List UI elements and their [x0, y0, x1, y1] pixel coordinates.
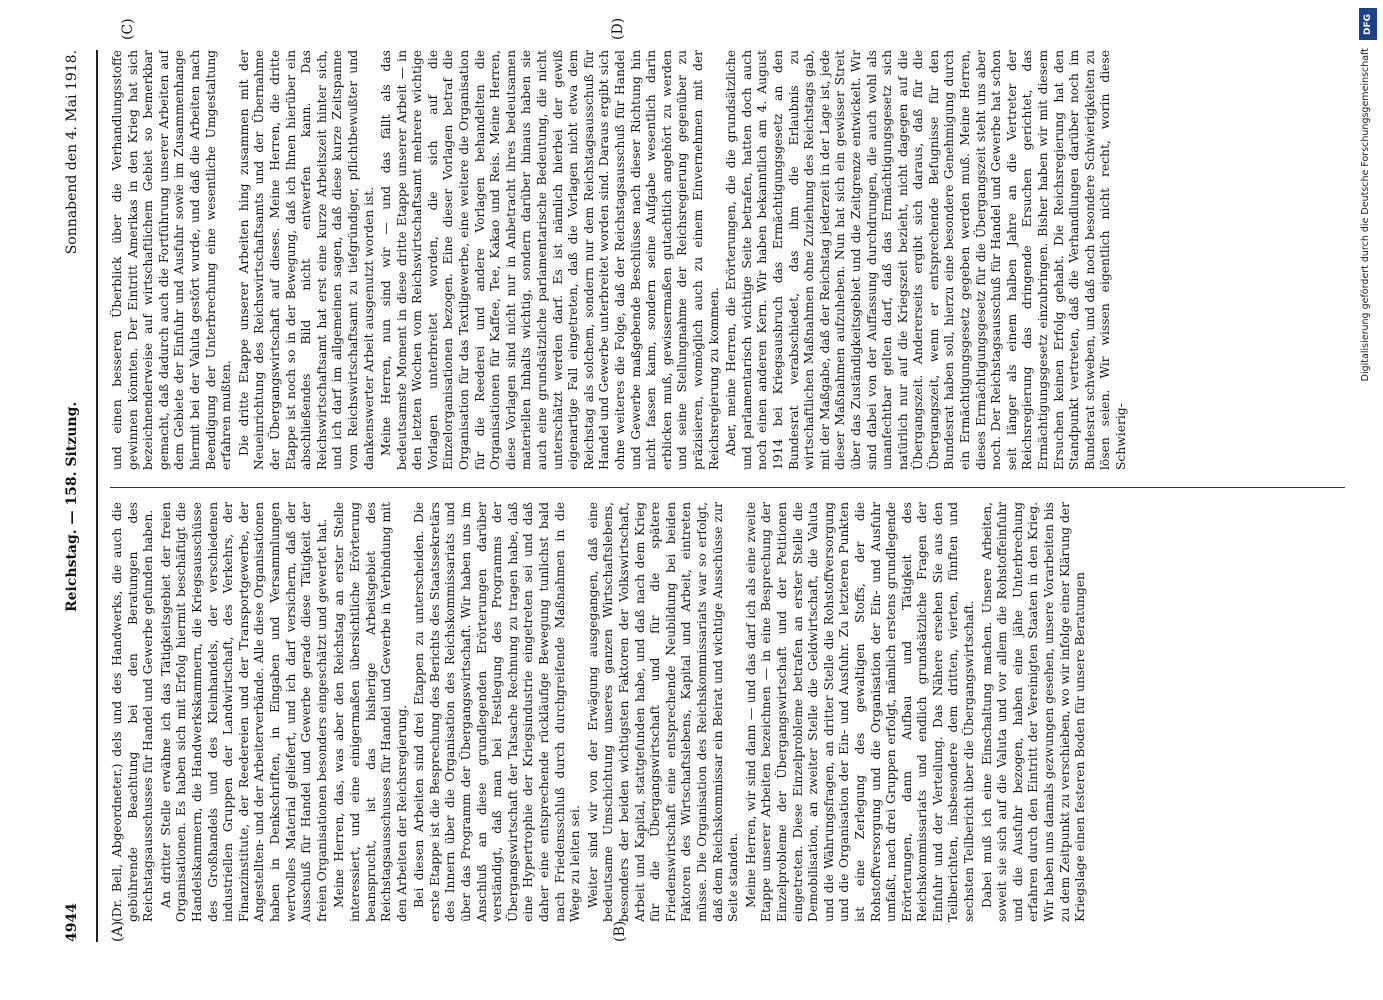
paragraph: Die dritte Etappe unserer Arbeiten hing zusammen mit der Neueinrichtung des Reichswirtschaftsamts und der Übernahme der Übergangswirtschaft auf dieses. Meine Herren, die dritte Etappe ist noch so in der Bewegung, daß ich Ihnen hierüber ein abschließendes Bild nicht entwerfen kann. Das Reichswirtschaftsamt hat erst eine kurze Arbeitszeit hinter sich, und ich darf im allgemeinen sagen, daß diese kurze Zeitspanne vom Reichswirtschaftsamt zu tiefgründiger, pflichtbewußter und dankenswerter Arbeit ausgenutzt worden ist.: [236, 50, 376, 470]
page-number: 4944: [64, 903, 80, 942]
right-text-column: [110, 50, 1350, 470]
paragraph: Weiter sind wir von der Erwägung ausgegangen, daß eine bedeutsame Umschichtung unseres ganzen Wirtschaftslebens, besonders der beiden wichtigsten Faktoren der Volkswirtschaft, Arbeit und Kapital, stattgefunden habe, und daß nach dem Krieg für die Übergangswirtschaft und für die spätere Friedenswirtschaft eine entsprechende Neubildung bei beiden Faktoren des Wirtschaftslebens, Kapital und Arbeit, eintreten müsse. Die Organisation des Reichskommissariats war so erfolgt, daß dem Reichskommissar ein Beirat und wichtige Ausschüsse zur Seite standen.: [585, 502, 741, 922]
header-rule: [96, 50, 98, 942]
digitization-caption: Digitalisierung gefördert durch die Deutsche Forschungsgemeinschaft: [1360, 48, 1371, 382]
dfg-logo: DFG: [1359, 8, 1377, 40]
paragraph: (Dr. Bell, Abgeordneter.) dels und des Handwerks, die auch die gebührende Beachtung bei den Beratungen des Reichstagsausschusses für Handel und Gewerbe gefunden haben.: [110, 502, 156, 922]
paragraph: Bei diesen Arbeiten sind drei Etappen zu unterscheiden. Die erste Etappe ist die Besprechung des Berichts des Staatssekretärs des Innern über die Organisation des Reichskommissariats und über das Programm der Übergangswirtschaft. Wir haben uns im Anschluß an diese grundlegenden Erörterungen darüber verständigt, daß man bei Festlegung des Programms der Übergangswirtschaft der Tatsache Rechnung zu tragen habe, daß eine Hypertrophie der Kriegsindustrie eingetreten sei und daß daher eine entsprechende rückläufige Bewegung tunlichst bald nach Friedensschluß durch durchgreifende Maßnahmen in die Wege zu leiten sei.: [412, 502, 583, 922]
paragraph: Meine Herren, wir sind dann — und das darf ich als eine zweite Etappe unserer Arbeiten bezeichnen — in eine Besprechung der Einzelprobleme der Übergangswirtschaft und der Petitionen eingetreten. Diese Einzelprobleme betrafen an erster Stelle die Demobilisation, an zweiter Stelle die Geldwirtschaft, die Valuta und die Währungsfragen, an dritter Stelle die Rohstoffversorgung und die Organisation der Ein- und Ausfuhr. Zu letzteren Punkten ist eine Zerlegung des gewaltigen Stoffs, der die Rohstoffversorgung und die Organisation der Ein- und Ausfuhr umfaßt, nach drei Gruppen erfolgt, nämlich erstens grundlegende Erörterungen, dann Aufbau und Tätigkeit des Reichskommissariats und endlich grundsätzliche Fragen der Einfuhr und der Verteilung. Das Nähere ersehen Sie aus den Teilberichten, insbesondere dem dritten, vierten, fünften und sechsten Teilbericht über die Übergangswirtschaft.: [743, 502, 977, 922]
column-divider: [110, 487, 1345, 488]
margin-mark-b: (B): [612, 920, 628, 942]
margin-mark-d: (D): [610, 17, 626, 40]
margin-mark-c: (C): [120, 18, 136, 40]
paragraph: An dritter Stelle erwähne ich das Tätigkeitsgebiet der freien Organisationen. Es haben sich mit Erfolg hiermit beschäftigt die Handelskammern, die Handwerkskammern, die Kriegsausschüsse des Großhandels und des Kleinhandels, der verschiedenen industriellen Gruppen der Landwirtschaft, des Verkehrs, der Finanzinstitute, der Reedereien und der Transportgewerbe, der Angestellten- und der Arbeiterverbände. Alle diese Organisationen haben in Denkschriften, in Eingaben und Versammlungen wertvolles Material geliefert, und ich darf versichern, daß der Ausschuß für Handel und Gewerbe gerade diese Tätigkeit der freien Organisationen besonders eingeschätzt und gewertet hat.: [158, 502, 329, 922]
paragraph: Meine Herren, das, was aber den Reichstag an erster Stelle interessiert, und eine einigermaßen übersichtliche Erörterung beansprucht, ist das bisherige Arbeitsgebiet des Reichstagsausschusses für Handel und Gewerbe in Verbindung mit den Arbeiten der Reichsregierung.: [332, 502, 409, 922]
paragraph: Dabei muß ich eine Einschaltung machen. Unsere Arbeiten, soweit sie sich auf die Valuta und vor allem die Rohstoffeinfuhr und die Ausfuhr bezogen, haben eine jähe Unterbrechung erfahren durch den Eintritt der Vereinigten Staaten in den Krieg. Wir haben uns damals gezwungen gesehen, unsere Vorarbeiten bis zu dem Zeitpunkt zu verschieben, wo wir infolge einer Klärung der Kriegslage einen festeren Boden für unsere Beratungen: [979, 502, 1088, 922]
page-header: [60, 50, 90, 942]
digitization-sidebar: [1359, 8, 1379, 998]
paragraph: Aber, meine Herren, die Erörterungen, die die grundsätzliche und parlamentarisch wichtige Seite betrafen, hatten doch auch noch einen anderen Kern. Wir haben bekanntlich am 4. August 1914 bei Kriegsausbruch das Ermächtigungsgesetz an den Bundesrat verabschiedet, das ihm die Erlaubnis zu wirtschaftlichen Maßnahmen ohne Zuziehung des Reichstags gab, mit der Maßgabe, daß der Reichstag jederzeit in der Lage ist, jede dieser Maßnahmen aufzuheben. Nun hat sich ein gewisser Streit über das Zuständigkeitsgebiet und die Zeitgrenze entwickelt. Wir sind dabei von der Auffassung durchdrungen, die auch wohl als unanfechtbar gelten darf, daß das Ermächtigungsgesetz sich natürlich nur auf die Kriegszeit bezieht, nicht dagegen auf die Übergangszeit. Andererseits ergibt sich daraus, daß für die Übergangszeit, wenn er entsprechende Befugnisse für den Bundesrat haben soll, hierzu eine besondere Genehmigung durch ein Ermächtigungsgesetz gegeben werden muß. Meine Herren, dieses Ermächtigungsgesetz für die Übergangszeit steht uns aber noch. Der Reichstagsausschuß für Handel und Gewerbe hat schon seit länger als einem halben Jahre an die Vertreter der Reichsregierung das dringende Ersuchen gerichtet, das Ermächtigungsgesetz einzubringen. Bisher haben wir mit diesem Ersuchen keinen Erfolg gehabt. Die Reichsregierung hat den Standpunkt vertreten, daß die Verhandlungen darüber noch im Bundesrat schweben, und daß noch besondere Schwierigkeiten zu lösen seien. Wir wissen eigentlich nicht recht, worin diese Schwierig-: [724, 50, 1128, 470]
paragraph: und einen besseren Überblick über die Verhandlungsstoffe gewinnen könnten. Der Eintritt Amerikas in den Krieg hat sich bezeichnenderweise auf wirtschaftlichem Gebiet so bemerkbar gemacht, daß dadurch auch die Fortführung unserer Arbeiten auf dem Gebiete der Einfuhr und Ausfuhr sowie im Zusammenhange hiermit bei der Valuta gestört wurde, und daß die Arbeiten nach Beendigung der Unterbrechung eine wesentliche Umgestaltung erfahren mußten.: [110, 50, 234, 470]
margin-mark-a: (A): [110, 920, 126, 942]
session-date: Sonnabend den 4. Mai 1918.: [64, 50, 80, 255]
left-text-column: [110, 502, 1350, 922]
session-title: Reichstag. — 158. Sitzung.: [64, 401, 80, 612]
paragraph: Meine Herren, nun sind wir — und das fällt als das bedeutsamste Moment in diese dritte Etappe unserer Arbeit — in den letzten Wochen vom Reichswirtschaftsamt mehrere wichtige Vorlagen unterbreitet worden, die sich auf die Einzelorganisationen bezogen. Eine dieser Vorlagen betraf die Organisation für das Textilgewerbe, eine weitere die Organisation für die Reederei und andere Vorlagen behandelten die Organisationen für Kaffee, Tee, Kakao und Reis. Meine Herren, diese Vorlagen sind nicht nur in Anbetracht ihres bedeutsamen materiellen Inhalts wichtig, sondern darüber hinaus haben sie auch eine grundsätzliche parlamentarische Bedeutung, die nicht unterschätzt werden darf. Es ist nämlich hierbei der gewiß eigenartige Fall eingetreten, daß die Vorlagen nicht etwa dem Reichstag als solchem, sondern nur dem Reichstagsausschuß für Handel und Gewerbe unterbreitet worden sind. Daraus ergibt sich ohne weiteres die Folge, daß der Reichstagsausschuß für Handel und Gewerbe maßgebende Beschlüsse nach dieser Richtung hin nicht fassen kann, sondern seine Aufgabe wesentlich darin erblicken muß, gewissermaßen gutachtlich angehört zu werden und seine Stellungnahme der Reichsregierung gegenüber zu präzisieren, womöglich auch zu einem Einvernehmen mit der Reichsregierung zu kommen.: [379, 50, 721, 470]
